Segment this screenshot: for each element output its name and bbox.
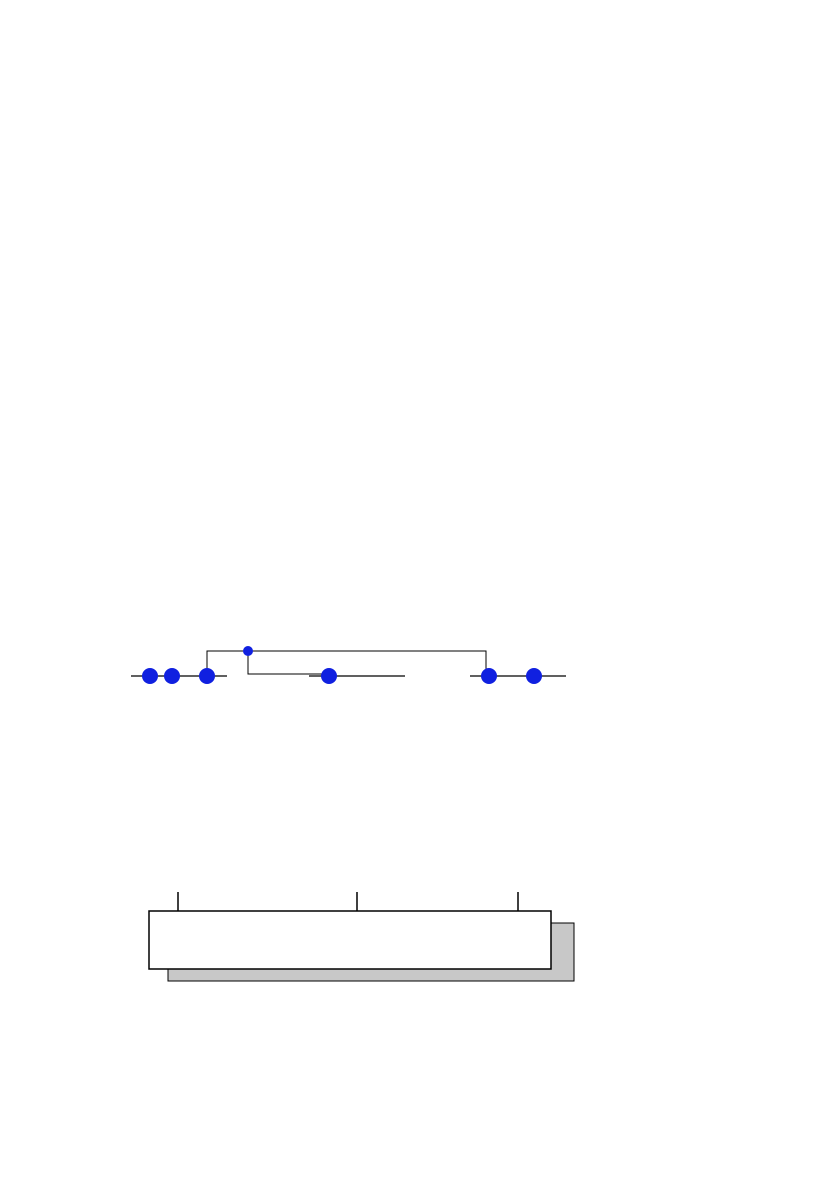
- port-connection: [248, 651, 329, 674]
- port-dot: [481, 668, 497, 684]
- port-dot: [199, 668, 215, 684]
- port-dot: [526, 668, 542, 684]
- medium-box: [149, 911, 551, 969]
- port-dot: [321, 668, 337, 684]
- port-dot: [142, 668, 158, 684]
- port-dot: [164, 668, 180, 684]
- port-connection: [248, 651, 486, 676]
- port-dot: [243, 646, 253, 656]
- osi-figure: [0, 565, 816, 1010]
